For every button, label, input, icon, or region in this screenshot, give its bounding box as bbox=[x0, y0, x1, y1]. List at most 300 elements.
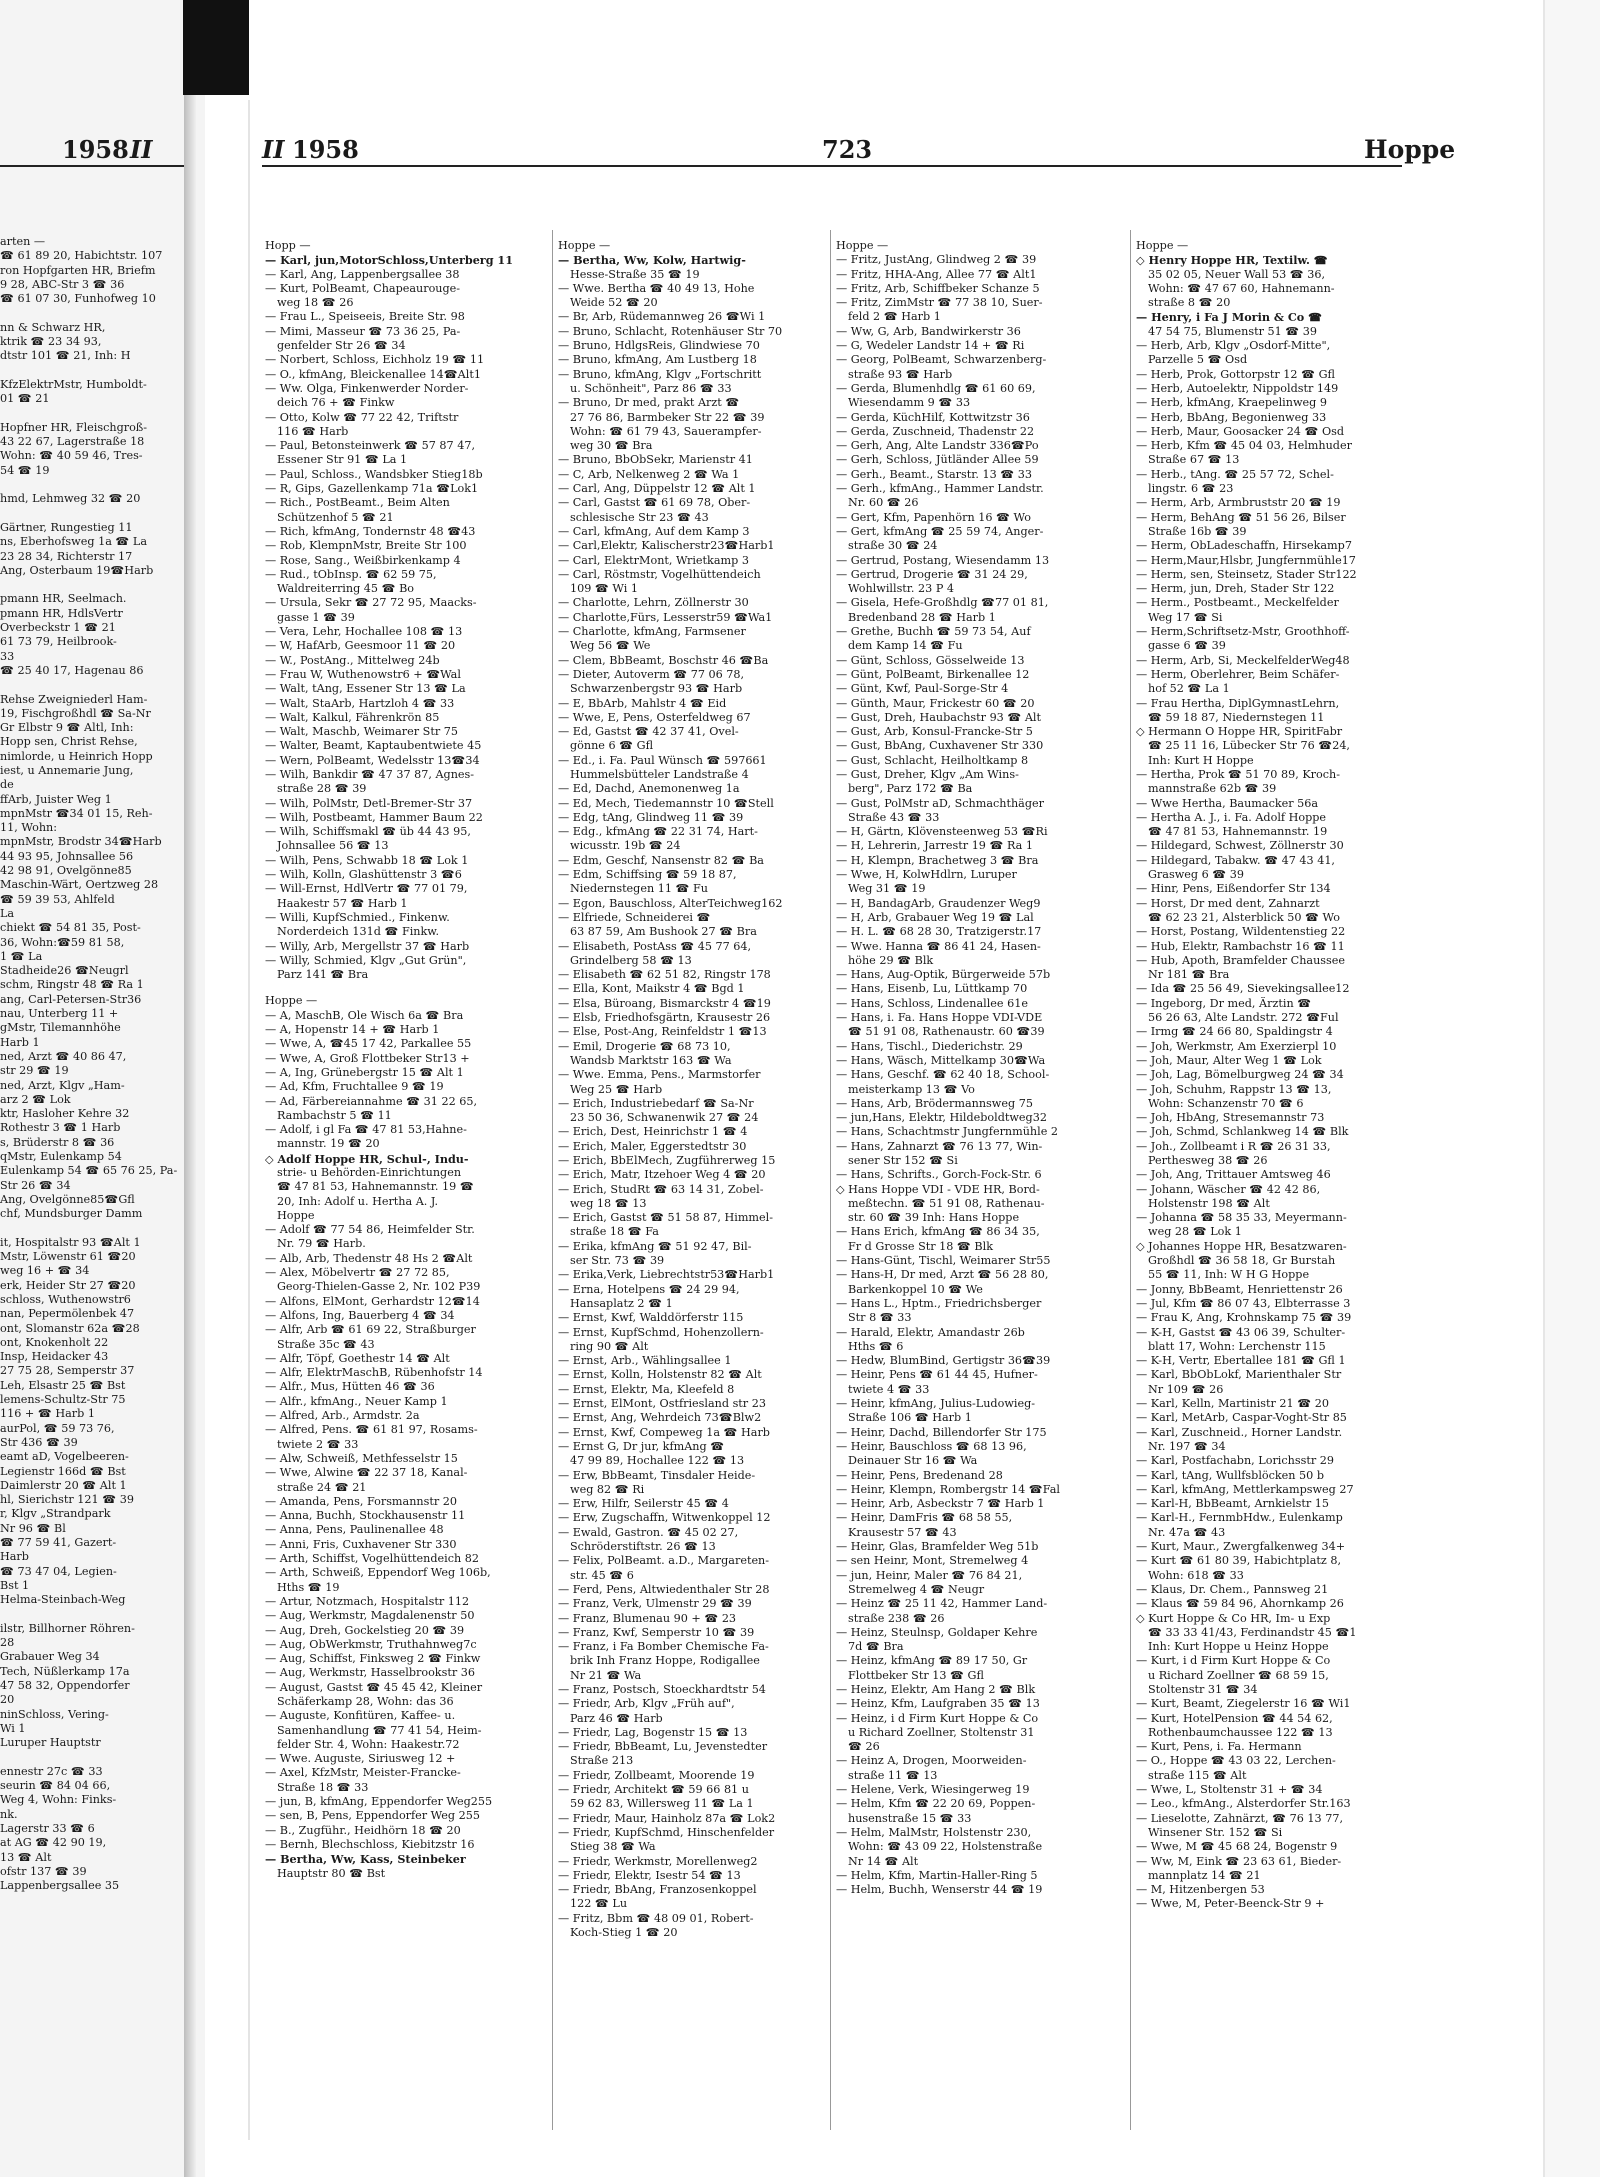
directory-entry: — Herb, Arb, Klgv „Osdorf-Mitte", bbox=[1136, 339, 1331, 353]
entry-continuation: Straße 106 ☎ Harb 1 bbox=[848, 1411, 972, 1425]
entry-continuation: Nr 14 ☎ Alt bbox=[848, 1854, 919, 1868]
directory-entry: — Karl-H, BbBeamt, Arnkielstr 15 bbox=[1136, 1497, 1330, 1511]
directory-entry: — Carl, Ang, Düppelstr 12 ☎ Alt 1 bbox=[558, 482, 756, 496]
left-page-line: Lagerstr 33 ☎ 6 bbox=[0, 1821, 95, 1835]
directory-entry: — Erich, StudRt ☎ 63 14 31, Zobel- bbox=[558, 1182, 764, 1196]
left-page-line: ilstr, Billhorner Röhren- bbox=[0, 1621, 135, 1635]
directory-entry: — Edg, tAng, Glindweg 11 ☎ 39 bbox=[558, 810, 744, 824]
column-divider-3 bbox=[1130, 230, 1131, 2130]
entry-continuation: Straße 43 ☎ 33 bbox=[848, 810, 940, 824]
directory-entry: — Alfr., kfmAng., Neuer Kamp 1 bbox=[265, 1394, 448, 1408]
directory-entry: — Günth, Maur, Frickestr 60 ☎ 20 bbox=[836, 696, 1035, 710]
directory-entry: — Bruno, Schlacht, Rotenhäuser Str 70 bbox=[558, 324, 783, 338]
directory-entry: — Herm,Maur,Hlsbr, Jungfernmühle17 bbox=[1136, 553, 1356, 567]
directory-entry: — K-H, Vertr, Ebertallee 181 ☎ Gfl 1 bbox=[1136, 1354, 1346, 1368]
entry-continuation: feld 2 ☎ Harb 1 bbox=[848, 310, 941, 324]
page-right-margin bbox=[1543, 0, 1600, 2177]
left-page-line: Overbeckstr 1 ☎ 21 bbox=[0, 621, 116, 635]
directory-entry: — Edm, Schiffsing ☎ 59 18 87, bbox=[558, 868, 737, 882]
entry-continuation: straße 30 ☎ 24 bbox=[848, 539, 938, 553]
left-page-line: Maschin-Wärt, Oertzweg 28 bbox=[0, 878, 159, 892]
directory-entry: — Hans, Zahnarzt ☎ 76 13 77, Win- bbox=[836, 1139, 1043, 1153]
directory-entry: — Ingeborg, Dr med, Ärztin ☎ bbox=[1136, 996, 1312, 1010]
directory-entry: — Anna, Buchh, Stockhausenstr 11 bbox=[265, 1509, 466, 1523]
directory-entry: — Bruno, BbObSekr, Marienstr 41 bbox=[558, 453, 753, 467]
left-page-line: ns, Eberhofsweg 1a ☎ La bbox=[0, 535, 148, 549]
directory-entry: — Erich, Maler, Eggerstedtstr 30 bbox=[558, 1139, 747, 1153]
left-page-line: at AG ☎ 42 90 19, bbox=[0, 1836, 107, 1850]
directory-entry: — Friedr, BbAng, Franzosenkoppel bbox=[558, 1883, 757, 1897]
left-page-line: aurPol, ☎ 59 73 76, bbox=[0, 1421, 115, 1435]
entry-continuation: Holstenstr 198 ☎ Alt bbox=[1148, 1196, 1270, 1210]
left-page-text-column bbox=[0, 235, 195, 2150]
directory-entry: — H, BandagArb, Graudenzer Weg9 bbox=[836, 896, 1041, 910]
directory-entry: — Will-Ernst, HdlVertr ☎ 77 01 79, bbox=[265, 882, 468, 896]
directory-entry: — Alex, Möbelvertr ☎ 27 72 85, bbox=[265, 1266, 450, 1280]
directory-entry: — Ewald, Gastron. ☎ 45 02 27, bbox=[558, 1525, 739, 1539]
entry-continuation: Wohn: 618 ☎ 33 bbox=[1148, 1568, 1244, 1582]
left-page-line: ennestr 27c ☎ 33 bbox=[0, 1764, 103, 1778]
directory-column-3 bbox=[836, 235, 1126, 2150]
entry-continuation: Wohn: ☎ 47 67 60, Hahnemann- bbox=[1148, 281, 1335, 295]
left-page-line: Harb 1 bbox=[0, 1035, 40, 1049]
directory-entry: — Emil, Drogerie ☎ 68 73 10, bbox=[558, 1039, 731, 1053]
left-page-volume: II bbox=[130, 135, 153, 164]
directory-entry: — Edm, Geschf, Nansenstr 82 ☎ Ba bbox=[558, 853, 764, 867]
left-page-line: 1 ☎ La bbox=[0, 949, 43, 963]
entry-continuation: straße 115 ☎ Alt bbox=[1148, 1768, 1247, 1782]
directory-entry: — Wwe, Alwine ☎ 22 37 18, Kanal- bbox=[265, 1466, 468, 1480]
entry-continuation: Krausestr 57 ☎ 43 bbox=[848, 1525, 957, 1539]
directory-entry: — Gerda, Blumenhdlg ☎ 61 60 69, bbox=[836, 381, 1036, 395]
directory-entry: — Carl,Elektr, Kalischerstr23☎Harb1 bbox=[558, 539, 775, 553]
entry-continuation: ☎ 26 bbox=[848, 1740, 880, 1754]
directory-entry: — Gerh., kfmAng., Hammer Landstr. bbox=[836, 482, 1044, 496]
directory-entry: — Wwe. Emma, Pens., Marmstorfer bbox=[558, 1068, 761, 1082]
entry-continuation: 47 99 89, Hochallee 122 ☎ 13 bbox=[570, 1454, 745, 1468]
directory-entry: — Wern, PolBeamt, Wedelsstr 13☎34 bbox=[265, 753, 480, 767]
left-page-line: 11, Wohn: bbox=[0, 821, 58, 835]
left-page-line: ont, Slomanstr 62a ☎28 bbox=[0, 1321, 140, 1335]
left-page-line: ron Hopfgarten HR, Briefm bbox=[0, 263, 156, 277]
entry-continuation: u Richard Zoellner, Stoltenstr 31 bbox=[848, 1725, 1035, 1739]
directory-entry: — Gertrud, Drogerie ☎ 31 24 29, bbox=[836, 567, 1028, 581]
entry-continuation: 63 87 59, Am Bushook 27 ☎ Bra bbox=[570, 925, 757, 939]
entry-continuation: Wohn: ☎ 61 79 43, Sauerampfer- bbox=[570, 424, 762, 438]
directory-entry: — Else, Post-Ang, Reinfeldstr 1 ☎13 bbox=[558, 1025, 767, 1039]
directory-entry: — Hans, Eisenb, Lu, Lüttkamp 70 bbox=[836, 982, 1028, 996]
directory-entry: — Gust, Dreher, Klgv „Am Wins- bbox=[836, 767, 1019, 781]
left-page-line: Harb bbox=[0, 1550, 29, 1564]
left-page-line: pmann HR, HdlsVertr bbox=[0, 606, 123, 620]
directory-entry: — Fritz, ZimMstr ☎ 77 38 10, Suer- bbox=[836, 296, 1043, 310]
directory-entry: — Elsa, Büroang, Bismarckstr 4 ☎19 bbox=[558, 996, 771, 1010]
entry-continuation: 27 76 86, Barmbeker Str 22 ☎ 39 bbox=[570, 410, 765, 424]
directory-entry: — Günt, Schloss, Gösselweide 13 bbox=[836, 653, 1025, 667]
directory-entry: — Wwe, M ☎ 45 68 24, Bogenstr 9 bbox=[1136, 1840, 1338, 1854]
directory-entry: — Carl, Röstmstr, Vogelhüttendeich bbox=[558, 567, 761, 581]
directory-entry: — Friedr, Lag, Bogenstr 15 ☎ 13 bbox=[558, 1725, 748, 1739]
left-page-line: Gr Elbstr 9 ☎ Altl, Inh: bbox=[0, 721, 134, 735]
directory-entry: — Wwe, A, Groß Flottbeker Str13 + bbox=[265, 1051, 470, 1065]
directory-entry: — Herm, Arb, Si, MeckelfelderWeg48 bbox=[1136, 653, 1350, 667]
directory-entry: — Willy, Arb, Mergellstr 37 ☎ Harb bbox=[265, 939, 470, 953]
directory-entry: — Frau W, Wuthenowstr6 + ☎Wal bbox=[265, 667, 461, 681]
directory-entry: — A, MaschB, Ole Wisch 6a ☎ Bra bbox=[265, 1008, 464, 1022]
entry-continuation: 59 62 83, Willersweg 11 ☎ La 1 bbox=[570, 1797, 754, 1811]
directory-entry: — Kurt, Maur., Zwergfalkenweg 34+ bbox=[1136, 1540, 1346, 1554]
entry-continuation: husenstraße 15 ☎ 33 bbox=[848, 1811, 972, 1825]
directory-entry: — Wwe, M, Peter-Beenck-Str 9 + bbox=[1136, 1897, 1325, 1911]
entry-continuation: Parz 46 ☎ Harb bbox=[570, 1711, 663, 1725]
directory-entry: — Heinz, Elektr, Am Hang 2 ☎ Blk bbox=[836, 1682, 1036, 1696]
entry-continuation: Essener Str 91 ☎ La 1 bbox=[277, 453, 408, 467]
directory-entry: — Bruno, kfmAng, Klgv „Fortschritt bbox=[558, 367, 762, 381]
entry-continuation: Samenhandlung ☎ 77 41 54, Heim- bbox=[277, 1723, 482, 1737]
directory-entry: — Fritz, JustAng, Glindweg 2 ☎ 39 bbox=[836, 253, 1037, 267]
directory-entry: — Friedr, Werkmstr, Morellenweg2 bbox=[558, 1854, 758, 1868]
directory-entry: — Helm, Kfm, Martin-Haller-Ring 5 bbox=[836, 1868, 1038, 1882]
directory-entry: — Karl, jun,MotorSchloss,Unterberg 11 bbox=[265, 253, 513, 268]
left-page-header-rule bbox=[0, 165, 185, 167]
entry-continuation: Stieg 38 ☎ Wa bbox=[570, 1840, 656, 1854]
left-page-line bbox=[0, 1750, 195, 1764]
directory-entry: — Walt, tAng, Essener Str 13 ☎ La bbox=[265, 682, 466, 696]
left-page-line: chiekt ☎ 54 81 35, Post- bbox=[0, 921, 141, 935]
directory-entry: — Alfr, ElektrMaschB, Rübenhofstr 14 bbox=[265, 1366, 483, 1380]
entry-continuation: Nr. 197 ☎ 34 bbox=[1148, 1439, 1226, 1453]
directory-entry: — Hans L., Hptm., Friedrichsberger bbox=[836, 1296, 1042, 1310]
directory-entry: — Ad, Färbereiannahme ☎ 31 22 65, bbox=[265, 1094, 478, 1108]
directory-entry: — Klaus ☎ 59 84 96, Ahornkamp 26 bbox=[1136, 1597, 1344, 1611]
entry-continuation: Parzelle 5 ☎ Osd bbox=[1148, 353, 1248, 367]
directory-entry: — Herm, ObLadeschaffn, Hirsekamp7 bbox=[1136, 539, 1352, 553]
entry-continuation: meisterkamp 13 ☎ Vo bbox=[848, 1082, 975, 1096]
directory-entry: — Walt, Maschb, Weimarer Str 75 bbox=[265, 725, 458, 739]
directory-entry: — Paul, Schloss., Wandsbker Stieg18b bbox=[265, 467, 483, 481]
entry-continuation: Hoppe bbox=[277, 1208, 315, 1222]
directory-entry: — Alfr, Töpf, Goethestr 14 ☎ Alt bbox=[265, 1351, 450, 1365]
directory-entry: — Alfred, Pens. ☎ 61 81 97, Rosams- bbox=[265, 1423, 478, 1437]
directory-entry: — Joh, Schmd, Schlankweg 14 ☎ Blk bbox=[1136, 1125, 1349, 1139]
left-page-line: Hopp sen, Christ Rehse, bbox=[0, 735, 138, 749]
directory-entry: — Amanda, Pens, Forsmannstr 20 bbox=[265, 1494, 457, 1508]
directory-entry: — Karl, BbObLokf, Marienthaler Str bbox=[1136, 1368, 1342, 1382]
entry-continuation: schlesische Str 23 ☎ 43 bbox=[570, 510, 709, 524]
directory-entry: — Franz, Blumenau 90 + ☎ 23 bbox=[558, 1611, 737, 1625]
entry-continuation: twiete 2 ☎ 33 bbox=[277, 1437, 359, 1451]
directory-entry: — Gust, Schlacht, Heilholtkamp 8 bbox=[836, 753, 1029, 767]
directory-entry: — W., PostAng., Mittelweg 24b bbox=[265, 653, 440, 667]
left-page-line: arten — bbox=[0, 235, 46, 248]
directory-entry: — Herm, sen, Steinsetz, Stader Str122 bbox=[1136, 567, 1357, 581]
entry-continuation: berg", Parz 172 ☎ Ba bbox=[848, 782, 973, 796]
directory-entry: — Heinr, Arb, Asbeckstr 7 ☎ Harb 1 bbox=[836, 1497, 1045, 1511]
entry-continuation: Johnsallee 56 ☎ 13 bbox=[277, 839, 389, 853]
directory-entry: — Alfons, Ing, Bauerberg 4 ☎ 34 bbox=[265, 1308, 455, 1322]
directory-entry: — Wilh, Kolln, Glashüttenstr 3 ☎6 bbox=[265, 868, 462, 882]
left-page-line: 61 73 79, Heilbrook- bbox=[0, 635, 117, 649]
directory-entry: — Herb, Prok, Gottorpstr 12 ☎ Gfl bbox=[1136, 367, 1335, 381]
directory-entry: — Auguste, Konfitüren, Kaffee- u. bbox=[265, 1709, 456, 1723]
entry-continuation: Haakestr 57 ☎ Harb 1 bbox=[277, 896, 408, 910]
directory-entry: — Kurt, HotelPension ☎ 44 54 62, bbox=[1136, 1711, 1333, 1725]
directory-entry: — Günt, PolBeamt, Birkenallee 12 bbox=[836, 667, 1030, 681]
left-page-line: ☎ 73 47 04, Legien- bbox=[0, 1564, 117, 1578]
directory-entry: — Karl, Zuschneid., Horner Landstr. bbox=[1136, 1425, 1343, 1439]
directory-entry: — Hertha A. J., i. Fa. Adolf Hoppe bbox=[1136, 810, 1327, 824]
entry-continuation: Rambachstr 5 ☎ 11 bbox=[277, 1108, 392, 1122]
left-page-line: ktr, Hasloher Kehre 32 bbox=[0, 1107, 130, 1121]
directory-entry: — Joh., Zollbeamt i R ☎ 26 31 33, bbox=[1136, 1139, 1331, 1153]
directory-entry: — Heinz A, Drogen, Moorweiden- bbox=[836, 1754, 1027, 1768]
entry-continuation: genfelder Str 26 ☎ 34 bbox=[277, 339, 406, 353]
entry-continuation: Nr 21 ☎ Wa bbox=[570, 1668, 642, 1682]
directory-entry: — Gerh, Schloss, Jütländer Allee 59 bbox=[836, 453, 1039, 467]
left-page-line bbox=[0, 306, 195, 320]
entry-continuation: straße 24 ☎ 21 bbox=[277, 1480, 367, 1494]
entry-continuation: ☎ 33 33 41/43, Ferdinandstr 45 ☎1 bbox=[1148, 1625, 1357, 1639]
directory-entry: — A, Ing, Grünebergstr 15 ☎ Alt 1 bbox=[265, 1065, 464, 1079]
entry-continuation: ☎ 25 11 16, Lübecker Str 76 ☎24, bbox=[1148, 739, 1350, 753]
directory-entry: — Rich, kfmAng, Tondernstr 48 ☎43 bbox=[265, 524, 476, 538]
directory-entry: — Helm, Buchh, Wenserstr 44 ☎ 19 bbox=[836, 1883, 1043, 1897]
entry-continuation: hof 52 ☎ La 1 bbox=[1148, 682, 1230, 696]
directory-entry: — Frau Hertha, DiplGymnastLehrn, bbox=[1136, 696, 1340, 710]
directory-entry: — Ed, Dachd, Anemonenweg 1a bbox=[558, 782, 740, 796]
entry-continuation: straße 11 ☎ 13 bbox=[848, 1768, 938, 1782]
left-page-line: schloss, Wuthenowstr6 bbox=[0, 1292, 131, 1306]
entry-continuation: weg 18 ☎ 26 bbox=[277, 296, 354, 310]
directory-entry: — Alfr., Mus, Hütten 46 ☎ 36 bbox=[265, 1380, 435, 1394]
entry-continuation: 47 54 75, Blumenstr 51 ☎ 39 bbox=[1148, 324, 1318, 338]
directory-entry: — Charlotte, kfmAng, Farmsener bbox=[558, 625, 746, 639]
left-page-line: Daimlerstr 20 ☎ Alt 1 bbox=[0, 1478, 127, 1492]
directory-entry: ◇ Henry Hoppe HR, Textilw. ☎ bbox=[1136, 253, 1328, 268]
directory-entry: — E, BbArb, Mahlstr 4 ☎ Eid bbox=[558, 696, 727, 710]
entry-continuation: mannplatz 14 ☎ 21 bbox=[1148, 1868, 1261, 1882]
entry-continuation: Fr d Grosse Str 18 ☎ Blk bbox=[848, 1239, 993, 1253]
entry-continuation: Str 8 ☎ 33 bbox=[848, 1311, 912, 1325]
directory-entry: — August, Gastst ☎ 45 45 42, Kleiner bbox=[265, 1680, 483, 1694]
directory-entry: — Erw, BbBeamt, Tinsdaler Heide- bbox=[558, 1468, 756, 1482]
entry-continuation: Wandsb Marktstr 163 ☎ Wa bbox=[570, 1053, 732, 1067]
directory-entry: — Friedr, KupfSchmd, Hinschenfelder bbox=[558, 1825, 775, 1839]
left-page-line bbox=[0, 678, 195, 692]
left-page-line: ang, Carl-Petersen-Str36 bbox=[0, 992, 142, 1006]
directory-entry: — Jul, Kfm ☎ 86 07 43, Elbterrasse 3 bbox=[1136, 1296, 1351, 1310]
directory-entry: ◇ Kurt Hoppe & Co HR, Im- u Exp bbox=[1136, 1611, 1331, 1625]
directory-entry: — Gust, Dreh, Haubachstr 93 ☎ Alt bbox=[836, 710, 1042, 724]
directory-entry: — Ww, M, Eink ☎ 23 63 61, Bieder- bbox=[1136, 1854, 1342, 1868]
entry-continuation: Weg 31 ☎ 19 bbox=[848, 882, 926, 896]
directory-entry: — Gerda, Zuschneid, Thadenstr 22 bbox=[836, 424, 1035, 438]
left-page-line: 01 ☎ 21 bbox=[0, 392, 50, 406]
left-page-line: Lappenbergsallee 35 bbox=[0, 1879, 120, 1893]
directory-entry: — Alw, Schweiß, Methfesselstr 15 bbox=[265, 1451, 458, 1465]
book-spine-dark-band bbox=[183, 0, 249, 95]
directory-entry: ◇ Johannes Hoppe HR, Besatzwaren- bbox=[1136, 1239, 1347, 1253]
header-keyword: Hoppe bbox=[1364, 135, 1456, 164]
directory-entry: — Hinr, Pens, Eißendorfer Str 134 bbox=[1136, 882, 1331, 896]
entry-continuation: blatt 17, Wohn: Lerchenstr 115 bbox=[1148, 1339, 1326, 1353]
entry-continuation: 35 02 05, Neuer Wall 53 ☎ 36, bbox=[1148, 267, 1326, 281]
entry-continuation: Straße 67 ☎ 13 bbox=[1148, 453, 1240, 467]
left-page-line: gMstr, Tilemannhöhe bbox=[0, 1021, 121, 1035]
left-page-line: 9 28, ABC-Str 3 ☎ 36 bbox=[0, 277, 125, 291]
directory-entry: — Irmg ☎ 24 66 80, Spaldingstr 4 bbox=[1136, 1025, 1333, 1039]
directory-entry: — Ernst, Elektr, Ma, Kleefeld 8 bbox=[558, 1382, 735, 1396]
left-page-line: Wohn: ☎ 40 59 46, Tres- bbox=[0, 449, 143, 463]
left-page-line: Luruper Hauptstr bbox=[0, 1736, 101, 1750]
entry-continuation: Wiesendamm 9 ☎ 33 bbox=[848, 396, 971, 410]
left-page-line: arz 2 ☎ Lok bbox=[0, 1092, 71, 1106]
entry-continuation: sener Str 152 ☎ Si bbox=[848, 1154, 958, 1167]
left-page-line: chf, Mundsburger Damm bbox=[0, 1207, 143, 1221]
directory-entry: — Frau K, Ang, Krohnskamp 75 ☎ 39 bbox=[1136, 1311, 1352, 1325]
directory-entry: — Ww, G, Arb, Bandwirkerstr 36 bbox=[836, 324, 1021, 338]
left-page-line: de bbox=[0, 778, 14, 792]
directory-entry: — Rich., PostBeamt., Beim Alten bbox=[265, 496, 450, 510]
directory-entry: — Alfr, Arb ☎ 61 69 22, Straßburger bbox=[265, 1323, 476, 1337]
entry-continuation: gasse 6 ☎ 39 bbox=[1148, 639, 1226, 653]
directory-entry: — Heinr, Klempn, Rombergstr 14 ☎Fal bbox=[836, 1482, 1060, 1496]
directory-entry: — Erika, kfmAng ☎ 51 92 47, Bil- bbox=[558, 1239, 752, 1253]
directory-entry: — Otto, Kolw ☎ 77 22 42, Triftstr bbox=[265, 410, 459, 424]
directory-entry: — Erich, Gastst ☎ 51 58 87, Himmel- bbox=[558, 1211, 774, 1225]
directory-entry: — Ernst, ElMont, Ostfriesland str 23 bbox=[558, 1397, 766, 1411]
left-page-line bbox=[0, 578, 195, 592]
header-rule bbox=[262, 165, 1402, 167]
left-page-line: 20 bbox=[0, 1693, 15, 1707]
entry-continuation: straße 18 ☎ Fa bbox=[570, 1225, 659, 1239]
entry-continuation: Winsener Str. 152 ☎ Si bbox=[1148, 1825, 1283, 1839]
directory-entry: — Lieselotte, Zahnärzt, ☎ 76 13 77, bbox=[1136, 1811, 1344, 1825]
directory-entry: — Rud., tObInsp. ☎ 62 59 75, bbox=[265, 567, 437, 581]
directory-entry: — Alfons, ElMont, Gerhardstr 12☎14 bbox=[265, 1294, 480, 1308]
directory-entry: — Ferd, Pens, Altwiedenthaler Str 28 bbox=[558, 1582, 770, 1596]
left-page-line: hl, Sierichstr 121 ☎ 39 bbox=[0, 1493, 134, 1507]
facing-left-page bbox=[0, 0, 205, 2177]
entry-continuation: Flottbeker Str 13 ☎ Gfl bbox=[848, 1668, 984, 1682]
entry-continuation: Perthesweg 38 ☎ 26 bbox=[1148, 1154, 1268, 1167]
entry-continuation: Deinauer Str 16 ☎ Wa bbox=[848, 1454, 978, 1468]
directory-entry: — Erich, Industriebedarf ☎ Sa-Nr bbox=[558, 1096, 754, 1110]
directory-entry: — Klaus, Dr. Chem., Pannsweg 21 bbox=[1136, 1582, 1329, 1596]
entry-continuation: Rothenbaumchaussee 122 ☎ 13 bbox=[1148, 1725, 1333, 1739]
directory-entry: — Erich, Matr, Itzehoer Weg 4 ☎ 20 bbox=[558, 1168, 766, 1182]
directory-entry: — Heinr, Pens, Bredenand 28 bbox=[836, 1468, 1003, 1482]
header-year: 1958 bbox=[292, 135, 359, 164]
directory-entry: — C, Arb, Nelkenweg 2 ☎ Wa 1 bbox=[558, 467, 740, 481]
directory-entry: — Ernst G, Dr jur, kfmAng ☎ bbox=[558, 1439, 725, 1453]
directory-entry: — Ernst, Kwf, Compeweg 1a ☎ Harb bbox=[558, 1425, 770, 1439]
left-page-line: nn & Schwarz HR, bbox=[0, 320, 106, 334]
section-heading: Hoppe — bbox=[836, 239, 889, 252]
directory-entry: — Walter, Beamt, Kaptaubentwiete 45 bbox=[265, 739, 482, 753]
directory-entry: — Karl, Ang, Lappenbergsallee 38 bbox=[265, 267, 460, 281]
section-heading: Hoppe — bbox=[1136, 239, 1189, 252]
directory-entry: — Horst, Postang, Wildentenstieg 22 bbox=[1136, 925, 1346, 939]
directory-entry: — Ad, Kfm, Fruchtallee 9 ☎ 19 bbox=[265, 1080, 444, 1094]
directory-entry: — Bertha, Ww, Kolw, Hartwig- bbox=[558, 253, 746, 268]
directory-entry: — Heinr, DamFris ☎ 68 58 55, bbox=[836, 1511, 1013, 1525]
directory-entry: — Bruno, HdlgsReis, Glindwiese 70 bbox=[558, 339, 760, 353]
directory-entry: ◇ Adolf Hoppe HR, Schul-, Indu- bbox=[265, 1151, 469, 1166]
directory-entry: — Wwe. Auguste, Siriusweg 12 + bbox=[265, 1752, 456, 1766]
entry-continuation: mannstraße 62b ☎ 39 bbox=[1148, 782, 1277, 796]
directory-entry: — Wwe, E, Pens, Osterfeldweg 67 bbox=[558, 710, 751, 724]
book-spine-shadow bbox=[184, 0, 196, 2177]
entry-continuation: 109 ☎ Wi 1 bbox=[570, 582, 638, 596]
left-page-line: 43 22 67, Lagerstraße 18 bbox=[0, 435, 145, 449]
directory-entry: — Hans-H, Dr med, Arzt ☎ 56 28 80, bbox=[836, 1268, 1049, 1282]
directory-entry: — Hans, i. Fa. Hans Hoppe VDI-VDE bbox=[836, 1011, 1043, 1025]
entry-continuation: strie- u Behörden-Einrichtungen bbox=[277, 1166, 462, 1179]
directory-entry: — Adolf, i gl Fa ☎ 47 81 53,Hahne- bbox=[265, 1123, 467, 1137]
directory-entry: — Herm,Schriftsetz-Mstr, Groothhoff- bbox=[1136, 625, 1350, 639]
left-page-line: Eulenkamp 54 ☎ 65 76 25, Pa- bbox=[0, 1164, 178, 1178]
entry-continuation: Grindelberg 58 ☎ 13 bbox=[570, 953, 692, 967]
section-heading: Hoppe — bbox=[558, 239, 611, 252]
directory-entry: — Carl, Gastst ☎ 61 69 78, Ober- bbox=[558, 496, 751, 510]
directory-entry: — G, Wedeler Landstr 14 + ☎ Ri bbox=[836, 339, 1025, 353]
column-divider-2 bbox=[830, 230, 831, 2130]
directory-entry: — Georg, PolBeamt, Schwarzenberg- bbox=[836, 353, 1047, 367]
left-page-line: ☎ 61 89 20, Habichtstr. 107 bbox=[0, 249, 163, 263]
directory-entry: — Charlotte,Fürs, Lesserstr59 ☎Wa1 bbox=[558, 610, 773, 624]
header-page-number: 723 bbox=[822, 135, 873, 164]
directory-entry: — Herm., Postbeamt., Meckelfelder bbox=[1136, 596, 1339, 610]
entry-continuation: Straße 35c ☎ 43 bbox=[277, 1337, 375, 1351]
directory-entry: — sen, B, Pens, Eppendorfer Weg 255 bbox=[265, 1809, 480, 1823]
left-page-year: 1958 bbox=[62, 135, 129, 164]
directory-entry: — Gust, Arb, Konsul-Francke-Str 5 bbox=[836, 725, 1033, 739]
directory-entry: — Heinr, Glas, Bramfelder Weg 51b bbox=[836, 1540, 1039, 1554]
directory-entry: — Edg., kfmAng ☎ 22 31 74, Hart- bbox=[558, 825, 758, 839]
directory-entry: — Friedr, Arb, Klgv „Früh auf", bbox=[558, 1697, 735, 1711]
directory-entry: — Joh, Maur, Alter Weg 1 ☎ Lok bbox=[1136, 1053, 1322, 1067]
directory-entry: — Wilh, Postbeamt, Hammer Baum 22 bbox=[265, 810, 483, 824]
left-page-line: Leh, Elsastr 25 ☎ Bst bbox=[0, 1378, 126, 1392]
entry-continuation: ☎ 47 81 53, Hahnemannstr. 19 bbox=[1148, 825, 1328, 839]
directory-entry: — Günt, Kwf, Paul-Sorge-Str 4 bbox=[836, 682, 1009, 696]
entry-continuation: ☎ 59 18 87, Niedernstegen 11 bbox=[1148, 710, 1325, 724]
left-page-line: Stadheide26 ☎Neugrl bbox=[0, 964, 129, 978]
left-page-line: Nr 96 ☎ Bl bbox=[0, 1521, 66, 1535]
directory-entry: — Herm, jun, Dreh, Stader Str 122 bbox=[1136, 582, 1335, 596]
directory-entry: — Herm, BehAng ☎ 51 56 26, Bilser bbox=[1136, 510, 1346, 524]
directory-entry: — Heinz, i d Firm Kurt Hoppe & Co bbox=[836, 1711, 1039, 1725]
entry-continuation: Hesse-Straße 35 ☎ 19 bbox=[570, 267, 700, 281]
left-page-line bbox=[0, 407, 195, 421]
left-page-line: KfzElektrMstr, Humboldt- bbox=[0, 377, 147, 391]
left-page-line: lemens-Schultz-Str 75 bbox=[0, 1393, 126, 1407]
directory-entry: — Jonny, BbBeamt, Henriettenstr 26 bbox=[1136, 1282, 1343, 1296]
left-page-line: Rothestr 3 ☎ 1 Harb bbox=[0, 1121, 121, 1135]
directory-entry: — Hans, Schrifts., Gorch-Fock-Str. 6 bbox=[836, 1168, 1042, 1182]
entry-continuation: str. 60 ☎ 39 Inh: Hans Hoppe bbox=[848, 1211, 1020, 1225]
directory-entry: — Elisabeth, PostAss ☎ 45 77 64, bbox=[558, 939, 752, 953]
directory-entry: — Hans Erich, kfmAng ☎ 86 34 35, bbox=[836, 1225, 1040, 1239]
directory-entry: — Dieter, Autoverm ☎ 77 06 78, bbox=[558, 667, 745, 681]
directory-entry: — Gerh., Beamt., Starstr. 13 ☎ 33 bbox=[836, 467, 1032, 481]
left-page-line: 13 ☎ Alt bbox=[0, 1850, 52, 1864]
directory-entry: — Erna, Hotelpens ☎ 24 29 94, bbox=[558, 1282, 740, 1296]
directory-entry: — K-H, Gastst ☎ 43 06 39, Schulter- bbox=[1136, 1325, 1346, 1339]
left-page-line: 23 28 34, Richterstr 17 bbox=[0, 549, 133, 563]
entry-continuation: 56 26 63, Alte Landstr. 272 ☎Ful bbox=[1148, 1011, 1339, 1025]
